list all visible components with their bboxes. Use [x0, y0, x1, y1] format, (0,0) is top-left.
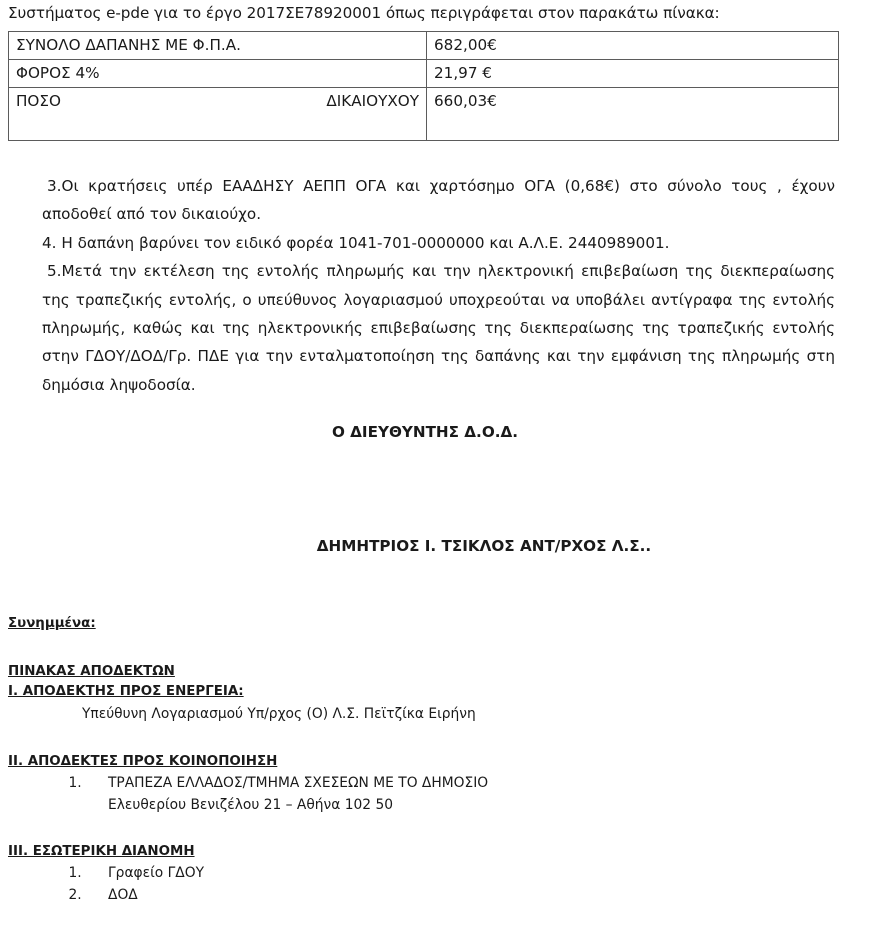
recipients-section — [8, 662, 708, 906]
recipients-section-2-heading: ΙΙ. ΑΠΟΔΕΚΤΕΣ ΠΡΟΣ ΚΟΙΝΟΠΟΙΗΣΗ — [8, 754, 278, 769]
intro-paragraph: Συστήματος e-pde για το έργο 2017ΣΕ78920001 όπως περιγράφεται στον παρακάτω πίνακα: — [8, 4, 720, 22]
recipients-table-heading: ΠΙΝΑΚΑΣ ΑΠΟΔΕΚΤΩΝ — [8, 664, 175, 679]
table-cell-label — [9, 88, 427, 141]
table-row — [9, 60, 839, 88]
recipients-section-1-entry: Υπεύθυνη Λογαριασμού Υπ/ρχος (Ο) Λ.Σ. Πεϊτζίκα Ειρήνη — [82, 706, 476, 722]
recipients-section-2 — [8, 752, 708, 816]
table-cell-label — [9, 32, 427, 60]
amount-label: ΣΥΝΟΛΟ ΔΑΠΑΝΗΣ ΜΕ Φ.Π.Α. — [16, 36, 241, 54]
recipient-address: Ελευθερίου Βενιζέλου 21 – Αθήνα 102 50 — [108, 797, 394, 813]
recipients-section-3-list — [8, 862, 708, 906]
table-row — [9, 32, 839, 60]
amount-label-suffix: ΔΙΚΑΙΟΥΧΟΥ — [326, 92, 419, 110]
table-cell-label — [9, 60, 427, 88]
attachments-label: Συνημμένα: — [8, 616, 96, 631]
amount-label: ΦΟΡΟΣ 4% — [16, 64, 100, 82]
clause-5: 5.Μετά την εκτέλεση της εντολής πληρωμής και την ηλεκτρονική επιβεβαίωση της διεκπεραίωσης της τραπεζικής εντολής, ο υπεύθυνος λογαριασμού υποχρεούται να υποβάλει αντίγραφα της εντολής πληρωμής, καθώς και της ηλεκτρονικής επιβεβαίωσης της διεκπεραίωσης της τραπεζικής εντολής στην ΓΔΟΥ/ΔΟΔ/Γρ. ΠΔΕ για την ενταλματοποίηση της δαπάνης και την εμφάνιση της πληρωμής στη δημόσια ληψοδοσία. — [42, 262, 835, 394]
clause-3: 3.Οι κρατήσεις υπέρ ΕΑΑΔΗΣΥ ΑΕΠΠ ΟΓΑ και χαρτόσημο ΟΓΑ (0,68€) στο σύνολο τους , έχουν αποδοθεί από τον δικαιούχο. — [42, 177, 835, 224]
recipients-section-3 — [8, 842, 708, 906]
table-row — [9, 88, 839, 141]
clauses-section — [42, 172, 835, 399]
recipients-section-2-list — [8, 772, 708, 816]
signature-name: ΔΗΜΗΤΡΙΟΣ Ι. ΤΣΙΚΛΟΣ ΑΝΤ/ΡΧΟΣ Λ.Σ.. — [316, 537, 652, 555]
table-cell-value — [427, 88, 839, 141]
table-cell-value — [427, 60, 839, 88]
recipients-section-1-heading: Ι. ΑΠΟΔΕΚΤΗΣ ΠΡΟΣ ΕΝΕΡΓΕΙΑ: — [8, 684, 244, 699]
recipients-section-3-heading: ΙΙΙ. ΕΣΩΤΕΡΙΚΗ ΔΙΑΝΟΜΗ — [8, 844, 195, 859]
list-item — [86, 772, 708, 816]
amount-value: 660,03€ — [434, 92, 497, 110]
amount-value: 682,00€ — [434, 36, 497, 54]
amounts-table — [8, 31, 839, 141]
recipient-name: 2. ΔΟΔ — [108, 887, 138, 903]
list-item — [86, 884, 708, 906]
clause-4: 4. Η δαπάνη βαρύνει τον ειδικό φορέα 1041-701-0000000 και Α.Λ.Ε. 2440989001. — [42, 233, 670, 252]
recipient-name: 1. Γραφείο ΓΔΟΥ — [108, 865, 205, 881]
amount-value: 21,97 € — [434, 64, 492, 82]
recipient-name: 1. ΤΡΑΠΕΖΑ ΕΛΛΑΔΟΣ/ΤΜΗΜΑ ΣΧΕΣΕΩΝ ΜΕ ΤΟ ΔΗΜΟΣΙΟ — [108, 775, 489, 791]
amount-label: ΠΟΣΟ — [16, 92, 61, 110]
signature-title: Ο ΔΙΕΥΘΥΝΤΗΣ Δ.Ο.Δ. — [331, 423, 519, 441]
recipients-table-group — [8, 662, 708, 726]
table-cell-value — [427, 32, 839, 60]
list-item — [86, 862, 708, 884]
